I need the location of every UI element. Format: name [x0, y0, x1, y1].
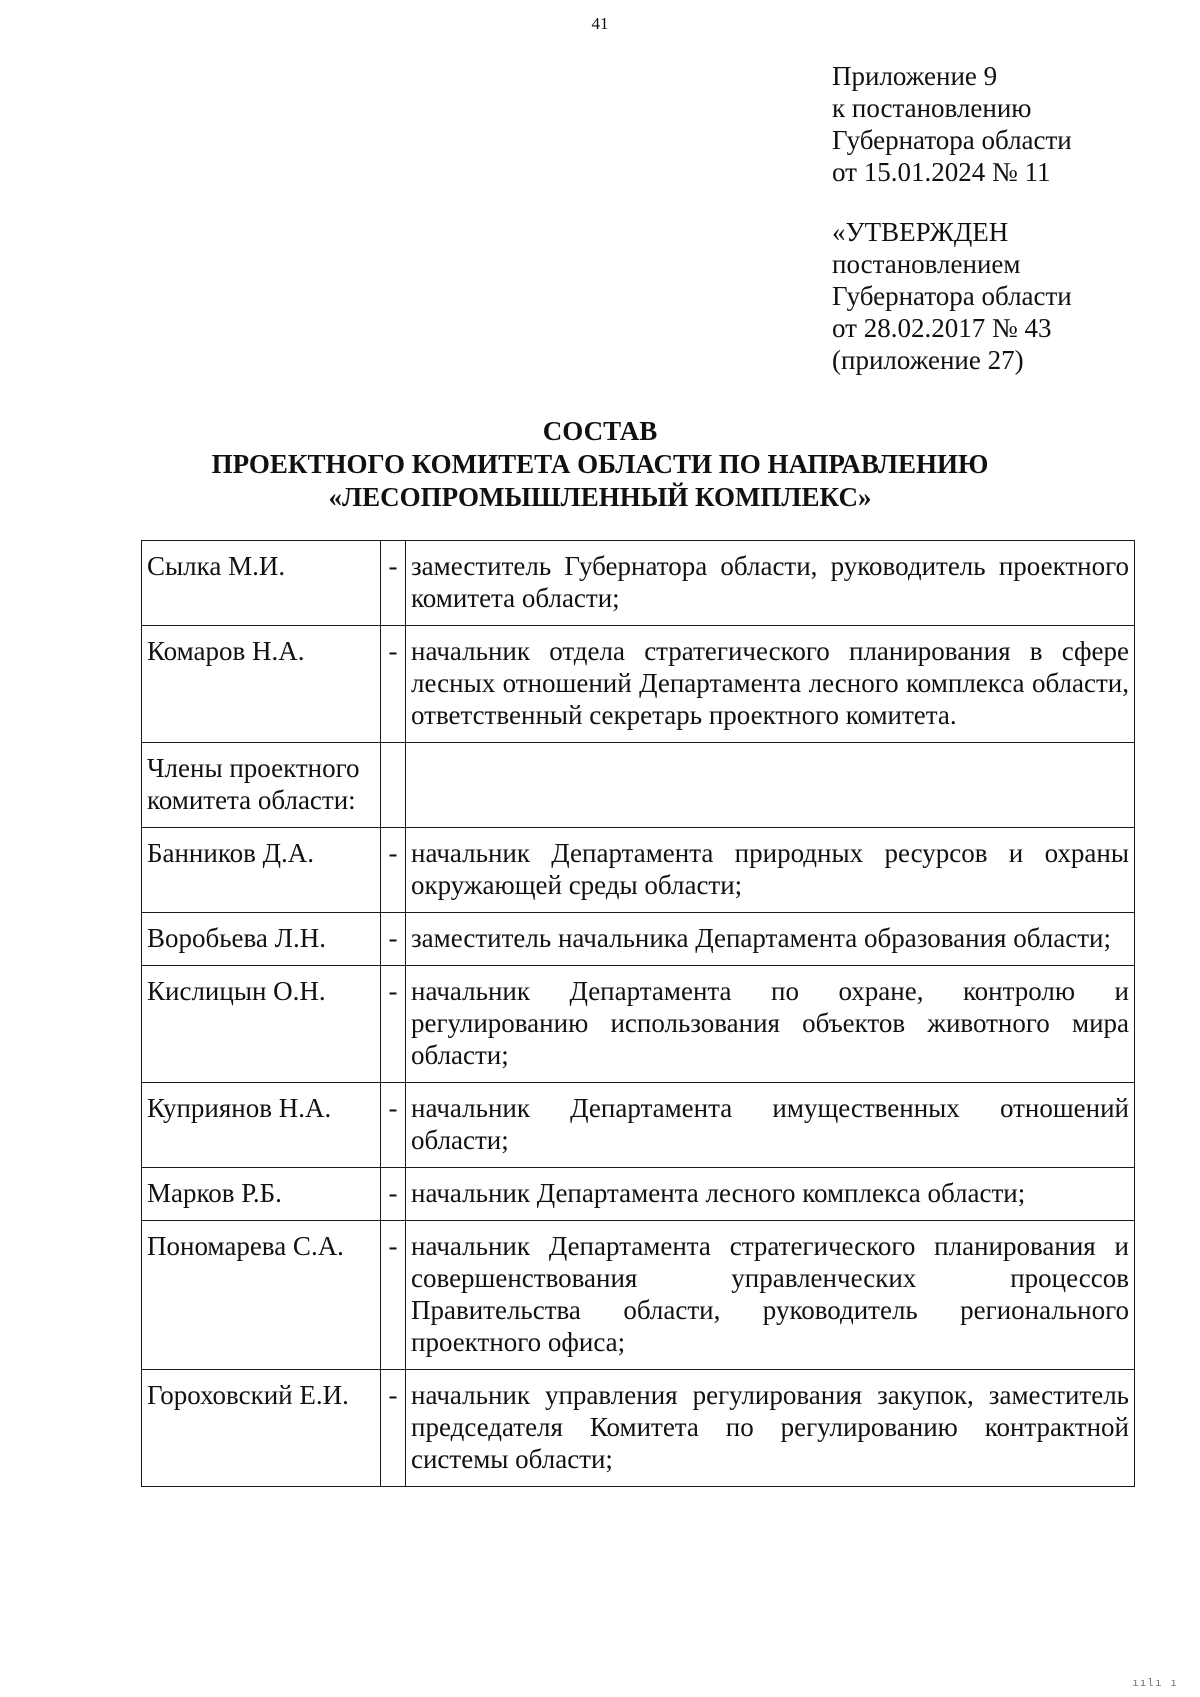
member-role: начальник Департамента лесного комплекса области;: [406, 1168, 1135, 1221]
table-row: [142, 541, 1135, 626]
separator-dash: -: [381, 541, 406, 626]
separator-dash: [381, 743, 406, 828]
title-line-committee: ПРОЕКТНОГО КОМИТЕТА ОБЛАСТИ ПО НАПРАВЛЕНИЮ: [211, 449, 989, 479]
approval-authority: Губернатора области: [832, 281, 1072, 311]
header-spacer: [832, 188, 1072, 216]
member-role: начальник Департамента стратегического планирования и совершенствования управленческих процессов Правительства области, руководитель регионального проектного офиса;: [406, 1221, 1135, 1370]
member-role: начальник Департамента по охране, контролю и регулированию использования объектов животного мира области;: [406, 966, 1135, 1083]
member-name: Марков Р.Б.: [142, 1168, 381, 1221]
approval-date: от 28.02.2017 № 43: [832, 313, 1052, 343]
table-row: [142, 913, 1135, 966]
table-row: [142, 966, 1135, 1083]
members-section-label: Члены проектного комитета области:: [142, 743, 381, 828]
member-name: Воробьева Л.Н.: [142, 913, 381, 966]
approval-appendix-note: (приложение 27): [832, 345, 1024, 375]
member-name: Гороховский Е.И.: [142, 1370, 381, 1487]
separator-dash: -: [381, 828, 406, 913]
separator-dash: -: [381, 966, 406, 1083]
approval-stamp-title: «УТВЕРЖДЕН: [832, 217, 1009, 247]
separator-dash: -: [381, 913, 406, 966]
separator-dash: -: [381, 626, 406, 743]
table-row: [142, 828, 1135, 913]
table-row: [142, 626, 1135, 743]
title-line-direction: «ЛЕСОПРОМЫШЛЕННЫЙ КОМПЛЕКС»: [328, 482, 872, 512]
separator-dash: -: [381, 1370, 406, 1487]
member-name: Сылка М.И.: [142, 541, 381, 626]
member-role: заместитель Губернатора области, руководитель проектного комитета области;: [406, 541, 1135, 626]
member-role: начальник Департамента природных ресурсов и охраны окружающей среды области;: [406, 828, 1135, 913]
appendix-date: от 15.01.2024 № 11: [832, 157, 1051, 187]
member-role: [406, 743, 1135, 828]
table-row: [142, 1221, 1135, 1370]
separator-dash: -: [381, 1083, 406, 1168]
separator-dash: -: [381, 1221, 406, 1370]
member-role: начальник Департамента имущественных отношений области;: [406, 1083, 1135, 1168]
title-line-composition: СОСТАВ: [542, 416, 658, 446]
member-role: начальник отдела стратегического планирования в сфере лесных отношений Департамента лесного комплекса области, ответственный секретарь проектного комитета.: [406, 626, 1135, 743]
table-row: [142, 1168, 1135, 1221]
appendix-reference: к постановлению: [832, 93, 1032, 123]
member-name: Комаров Н.А.: [142, 626, 381, 743]
member-role: заместитель начальника Департамента образования области;: [406, 913, 1135, 966]
member-name: Банников Д.А.: [142, 828, 381, 913]
scan-artifact-mark: ıılı ı: [1132, 1676, 1178, 1689]
page-number: 41: [591, 14, 609, 33]
table-row: [142, 1370, 1135, 1487]
member-role: начальник управления регулирования закупок, заместитель председателя Комитета по регулированию контрактной системы области;: [406, 1370, 1135, 1487]
appendix-authority: Губернатора области: [832, 125, 1072, 155]
committee-members-table: [141, 540, 1135, 1487]
appendix-header-block: [832, 60, 1072, 376]
table-row: [142, 743, 1135, 828]
member-name: Кислицын О.Н.: [142, 966, 381, 1083]
table-row: [142, 1083, 1135, 1168]
document-title: [0, 415, 1200, 514]
member-name: Пономарева С.А.: [142, 1221, 381, 1370]
approval-reference: постановлением: [832, 249, 1021, 279]
separator-dash: -: [381, 1168, 406, 1221]
appendix-number: Приложение 9: [832, 61, 998, 91]
member-name: Куприянов Н.А.: [142, 1083, 381, 1168]
